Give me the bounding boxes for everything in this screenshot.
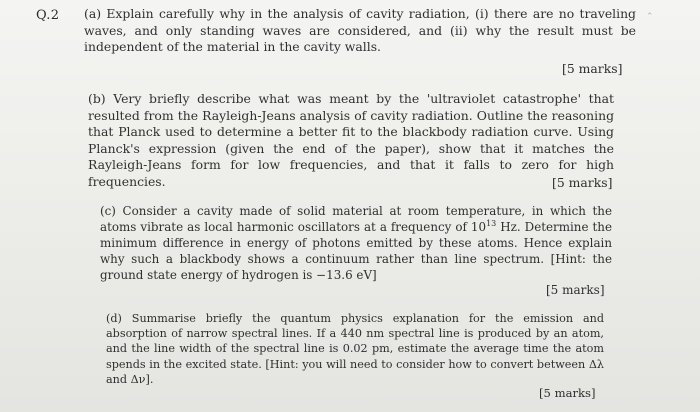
part-b-marks: [5 marks] (552, 175, 613, 190)
part-b-text: (b) Very briefly describe what was meant by the 'ultraviolet catastrophe' that resulted from the Rayleigh-Jeans analysis of cavity radiation. Outline the reasoning that Planck used to determine a better fit to the blackbody radiation curve. Using Planck's expression (given the end of the paper), show that it matches the Rayleigh-Jeans form for low frequencies, and that it falls to zero for high frequencies. (88, 91, 614, 189)
part-c-marks: [5 marks] (546, 283, 605, 297)
part-c-text-after: Hz. Determine the minimum difference in energy of photons emitted by these atoms. Hence explain why such a blackbody shows a continuum rather than line spectrum. [Hint: the ground state energy of hydrogen is −13.6 eV] (100, 220, 612, 282)
corner-arrow-icon: ⌃ (646, 12, 654, 22)
part-a-text: (a) Explain carefully why in the analysis of cavity radiation, (i) there are no traveling waves, and only standing waves are considered, and (ii) why the result must be independent of the material in the cavity walls. (84, 6, 636, 54)
part-c-text-before: (c) Consider a cavity made of solid material at room temperature, in which the atoms vibrate as local harmonic oscillators at a frequency of 10 (100, 204, 612, 234)
part-c-text (100, 203, 612, 283)
part-a-marks: [5 marks] (562, 61, 623, 76)
question-number: Q.2 (36, 8, 60, 23)
part-c-exponent: 13 (486, 219, 497, 229)
part-d-marks: [5 marks] (539, 386, 596, 400)
part-d-text: (d) Summarise briefly the quantum physics explanation for the emission and absorption of narrow spectral lines. If a 440 nm spectral line is produced by an atom, and the line width of the spectral line is 0.02 pm, estimate the average time the atom spends in the excited state. [Hint: you will need to consider how to convert between Δλ and Δν]. (106, 312, 604, 386)
